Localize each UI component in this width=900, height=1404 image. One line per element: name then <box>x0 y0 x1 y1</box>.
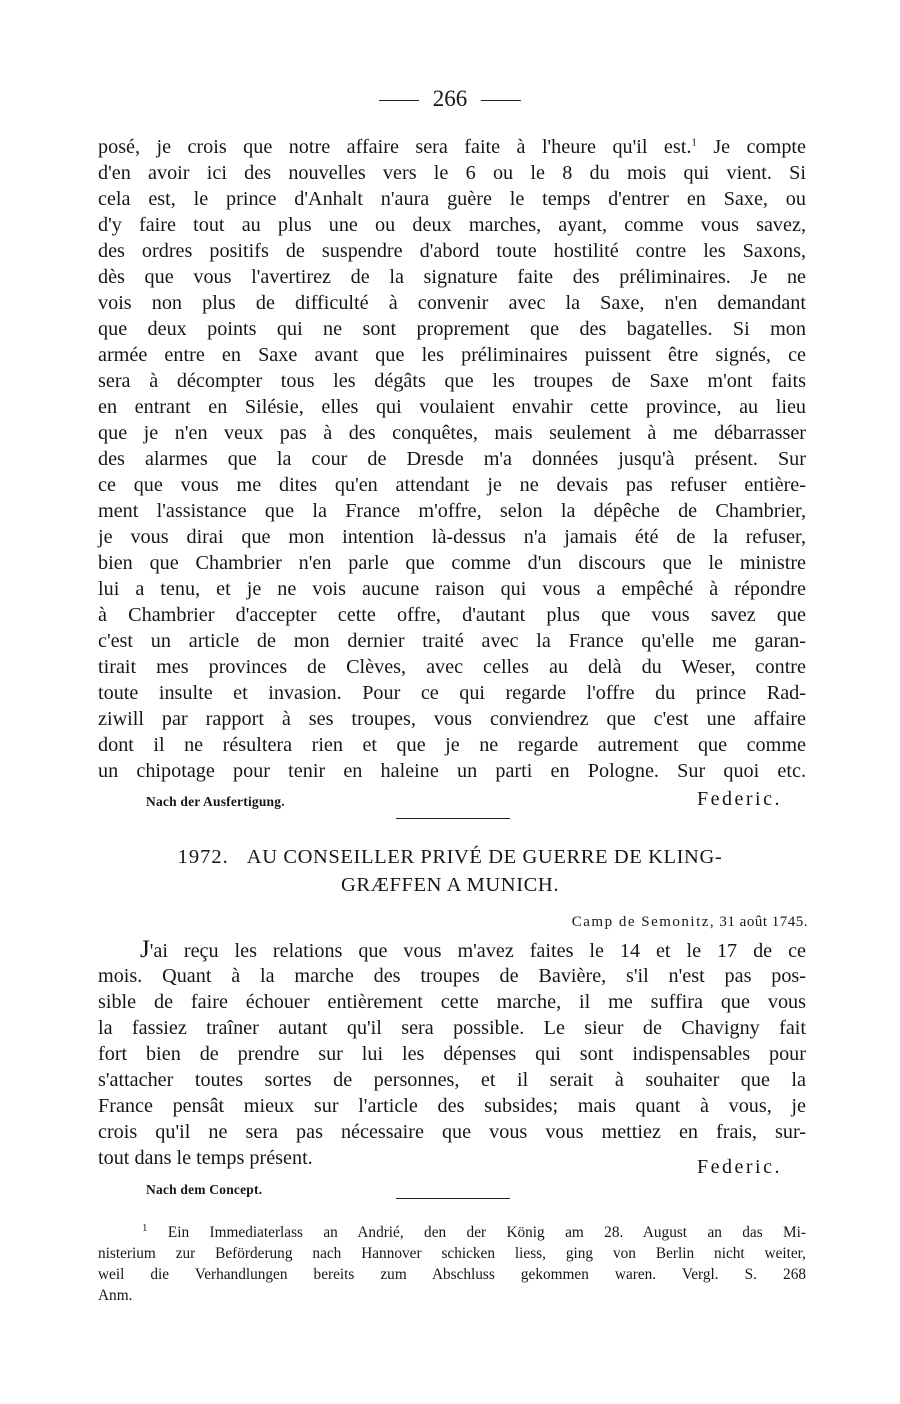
section-divider <box>396 818 510 819</box>
body-line: à Chambrier d'accepter cette offre, d'autant plus que vous savez que <box>98 604 806 626</box>
body-line: ce que vous me dites qu'en attendant je ne devais pas refuser entière- <box>98 474 806 496</box>
source-note: Nach dem Concept. <box>146 1182 263 1197</box>
footnote-line: $^1$ Ein Immediaterlass an Andrié, den der König am 28. August an das Mi- <box>142 1221 806 1241</box>
footnote-reference: 1 <box>691 136 697 149</box>
letter-line: fort bien de prendre sur lui les dépenses qui sont indispensables pour <box>98 1043 806 1065</box>
body-line: des ordres positifs de suspendre d'abord toute hostilité contre les Saxons, <box>98 240 806 262</box>
body-line: ziwill par rapport à ses troupes, vous conviendrez que c'est une affaire <box>98 708 806 730</box>
body-line: armée entre en Saxe avant que les préliminaires puissent être signés, ce <box>98 344 806 366</box>
letter-line: mois. Quant à la marche des troupes de Bavière, s'il n'est pas pos- <box>98 965 806 987</box>
footnote-line: Anm. <box>98 1287 133 1304</box>
page-header <box>0 86 900 112</box>
body-line: tirait mes provinces de Clèves, avec celles au delà du Weser, contre <box>98 656 806 678</box>
header-dash-right <box>481 100 521 101</box>
body-line: en entrant en Silésie, elles qui voulaient envahir cette province, au lieu <box>98 396 806 418</box>
source-note: Nach der Ausfertigung. <box>146 794 285 809</box>
body-line: lui a tenu, et je ne vois aucune raison qui vous a empêché à répondre <box>98 578 806 600</box>
body-line: des alarmes que la cour de Dresde m'a données jusqu'à présent. Sur <box>98 448 806 470</box>
body-line: d'en avoir ici des nouvelles vers le 6 ou le 8 du mois qui vient. Si <box>98 162 806 184</box>
body-line: toute insulte et invasion. Pour ce qui regarde l'offre du prince Rad- <box>98 682 806 704</box>
body-line: posé, je crois que notre affaire sera faite à l'heure qu'il est.$^1$ Je compte <box>98 136 806 158</box>
letter-line: France pensât mieux sur l'article des subsides; mais quant à vous, je <box>98 1095 806 1117</box>
section-divider <box>396 1198 510 1199</box>
header-dash-left <box>379 100 419 101</box>
footnote-line: weil die Verhandlungen bereits zum Abschluss gekommen waren. Vergl. S. 268 <box>98 1266 806 1283</box>
signature: Federic. <box>697 788 782 810</box>
letter-line: tout dans le temps présent. <box>98 1147 313 1169</box>
body-line: je vous dirai que mon intention là-dessus n'a jamais été de la refuser, <box>98 526 806 548</box>
dateline-date: 31 août 1745. <box>715 914 808 930</box>
body-line: ment l'assistance que la France m'offre, selon la dépêche de Chambrier, <box>98 500 806 522</box>
body-line: vois non plus de difficulté à convenir avec la Saxe, n'en demandant <box>98 292 806 314</box>
letter-line: crois qu'il ne sera pas nécessaire que vous vous mettiez en frais, sur- <box>98 1121 806 1143</box>
body-line: que deux points qui ne sont proprement que des bagatelles. Si mon <box>98 318 806 340</box>
dateline-place: Camp de Semonitz, <box>571 914 716 930</box>
letter-heading-cont: GRÆFFEN A MUNICH. <box>340 874 560 896</box>
body-line: sera à décompter tous les dégâts que les troupes de Saxe m'ont faits <box>98 370 806 392</box>
drop-cap: J <box>140 936 150 963</box>
letter-title: AU CONSEILLER PRIVÉ DE GUERRE DE KLING- <box>246 846 723 868</box>
letter-number: 1972. <box>177 846 229 868</box>
footnote-mark: 1 <box>142 1221 148 1234</box>
body-line: que je n'en veux pas à des conquêtes, mais seulement à me débarrasser <box>98 422 806 444</box>
body-line: d'y faire tout au plus une ou deux marches, ayant, comme vous savez, <box>98 214 806 236</box>
body-line: cela est, le prince d'Anhalt n'aura guère le temps d'entrer en Saxe, ou <box>98 188 806 210</box>
body-line: c'est un article de mon dernier traité avec la France qu'elle me garan- <box>98 630 806 652</box>
footnote-line: nisterium zur Beförderung nach Hannover schicken liess, ging von Berlin nicht weiter, <box>98 1245 806 1262</box>
body-line: dont il ne résultera rien et que je ne regarde autrement que comme <box>98 734 806 756</box>
letter-line: J'ai reçu les relations que vous m'avez faites le 14 et le 17 de ce <box>140 936 806 963</box>
body-line: un chipotage pour tenir en haleine un parti en Pologne. Sur quoi etc. <box>98 760 806 782</box>
body-line: bien que Chambrier n'en parle que comme d'un discours que le ministre <box>98 552 806 574</box>
letter-line: sible de faire échouer entièrement cette marche, il me suffira que vous <box>98 991 806 1013</box>
signature: Federic. <box>697 1156 782 1178</box>
letter-line: la fassiez traîner autant qu'il sera possible. Le sieur de Chavigny fait <box>98 1017 806 1039</box>
letter-heading <box>0 846 900 869</box>
body-line: dès que vous l'avertirez de la signature faite des préliminaires. Je ne <box>98 266 806 288</box>
dateline <box>572 914 808 931</box>
letter-line: s'attacher toutes sortes de personnes, et il serait à souhaiter que la <box>98 1069 806 1091</box>
page-number: 266 <box>432 86 468 111</box>
